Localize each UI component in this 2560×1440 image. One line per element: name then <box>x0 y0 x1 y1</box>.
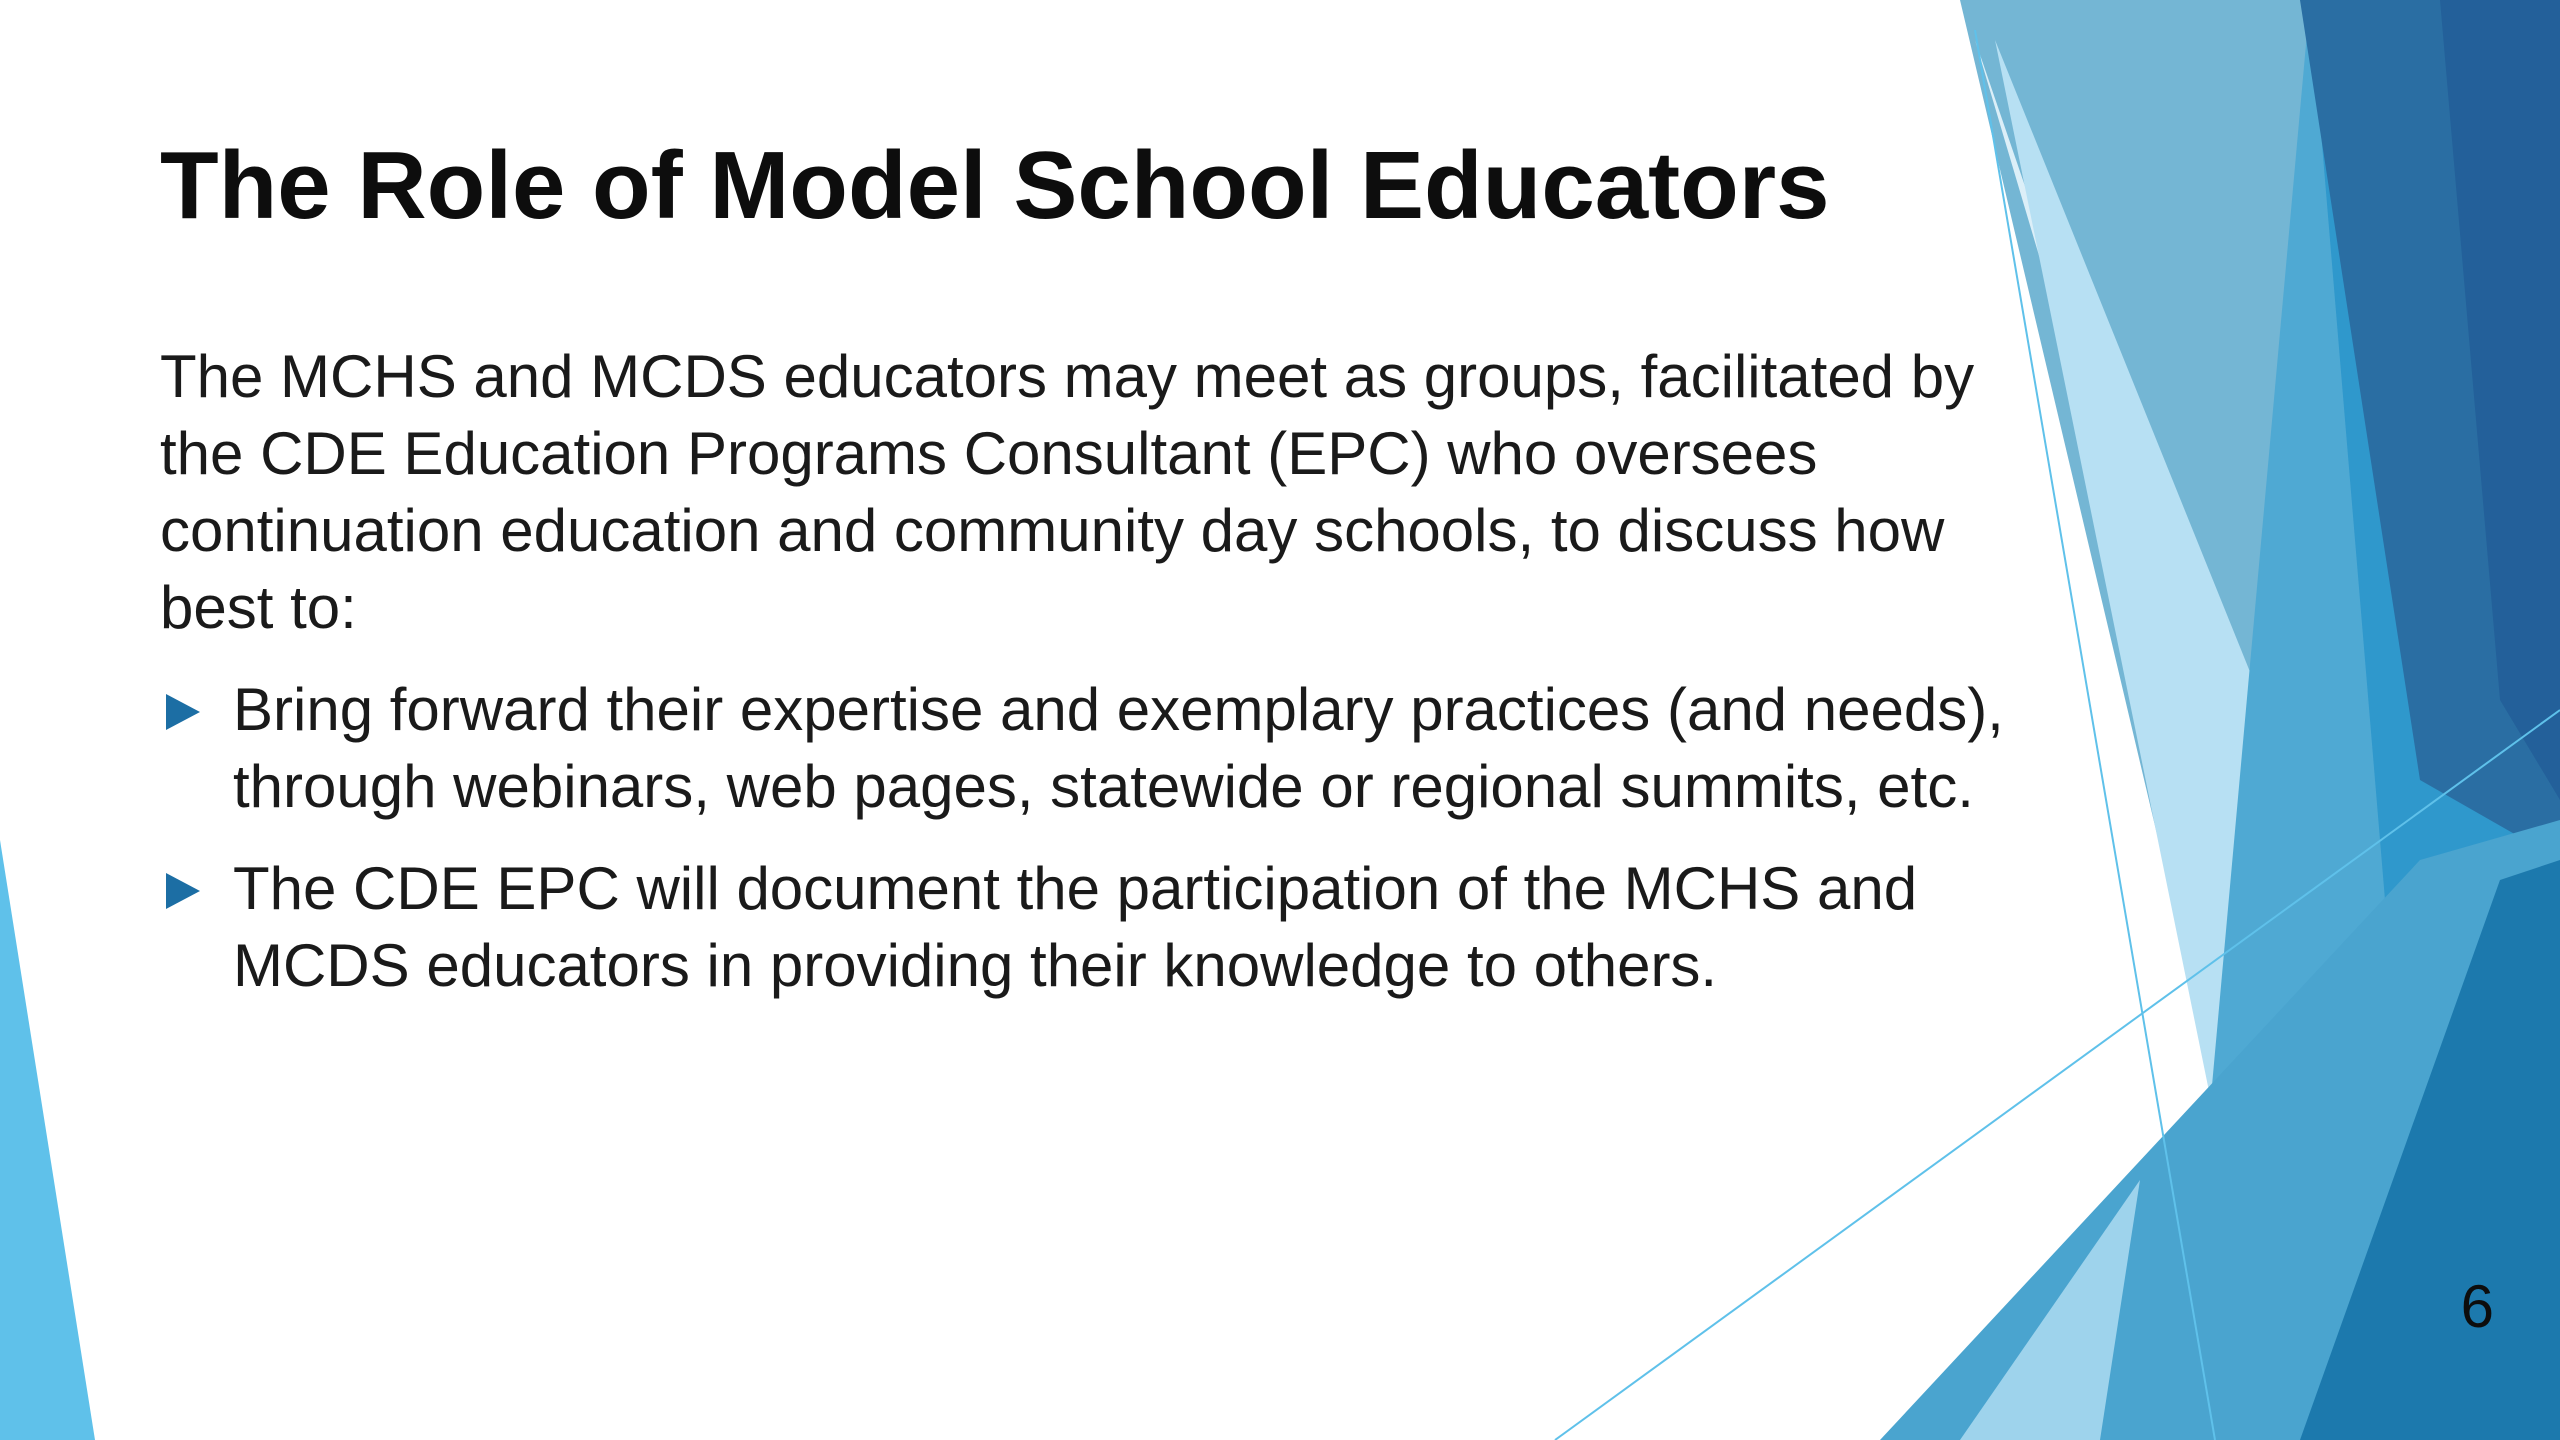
bullet-item <box>160 671 2040 825</box>
slide-title: The Role of Model School Educators <box>160 132 1830 239</box>
bullet-list <box>160 671 2040 1004</box>
deco-shape-left-sliver <box>0 840 95 1440</box>
intro-paragraph: The MCHS and MCDS educators may meet as groups, facilitated by the CDE Education Programs Consultant (EPC) who oversees continuation education and community day schools, to discuss how best to: <box>160 343 1975 641</box>
triangle-right-icon <box>166 694 200 730</box>
slide-content <box>160 338 2040 1029</box>
bullet-text: The CDE EPC will document the participation of the MCHS and MCDS educators in providing their knowledge to others. <box>233 855 1918 999</box>
bullet-text: Bring forward their expertise and exemplary practices (and needs), through webinars, web pages, statewide or regional summits, etc. <box>233 676 2004 820</box>
bullet-item <box>160 850 2040 1004</box>
slide-number: 6 <box>2460 1273 2494 1340</box>
triangle-right-icon <box>166 873 200 909</box>
